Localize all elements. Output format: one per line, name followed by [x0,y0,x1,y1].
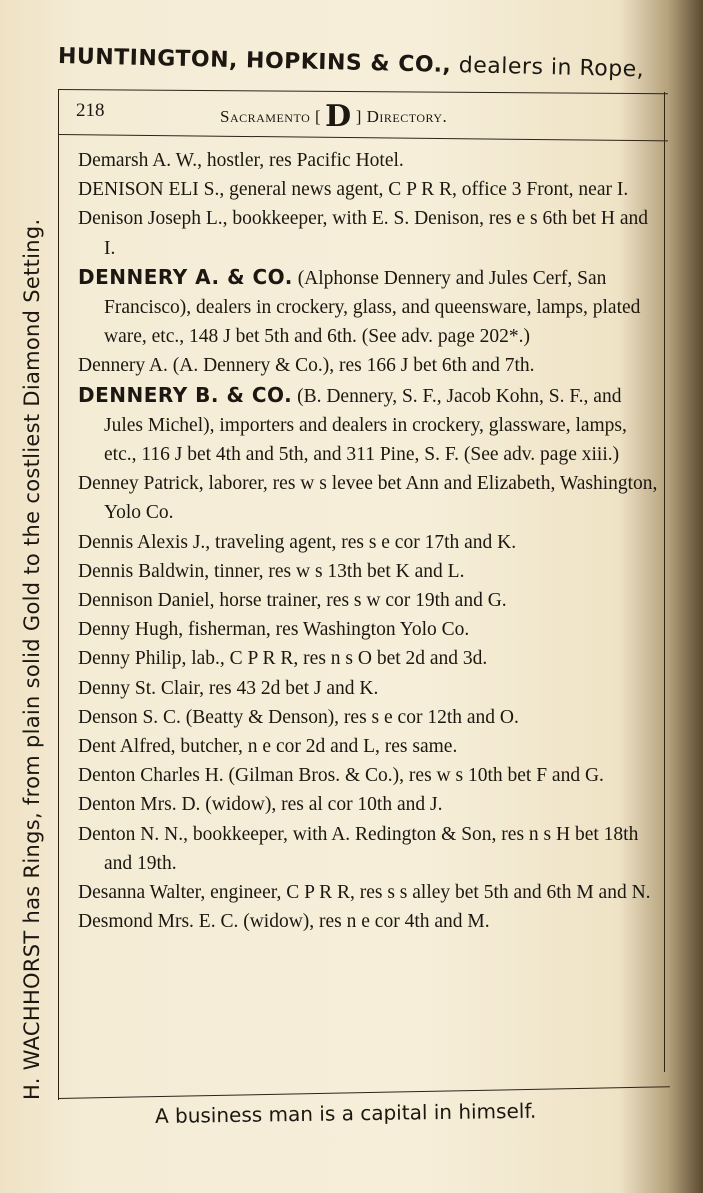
directory-entry [78,557,660,586]
entry-text: Denton Charles H. (Gilman Bros. & Co.), res w s 10th bet F and G. [78,765,604,787]
entry-text: (Alphonse Dennery and Jules Cerf, San Francisco), dealers in crockery, glass, and queensware, lamps, plated ware, etc., 148 J bet 5th and 6th. (See adv. page 202*.) [104,267,641,348]
entry-text: Desanna Walter, engineer, C P R R, res s s alley bet 5th and 6th M and N. [78,882,651,904]
entry-text: (B. Dennery, S. F., Jacob Kohn, S. F., and Jules Michel), importers and dealers in crockery, glassware, lamps, etc., 116 J bet 4th and 5th, and 311 Pine, S. F. (See adv. page xiii.) [104,385,627,466]
directory-entry [78,644,660,673]
directory-entry [78,469,660,527]
directory-entry [78,175,660,204]
directory-entry [78,674,660,703]
directory-entry [78,878,660,907]
entry-text: Denny Philip, lab., C P R R, res n s O bet 2d and 3d. [78,648,488,670]
entry-text: Denny Hugh, fisherman, res Washington Yolo Co. [78,619,470,641]
top-ad-text: dealers in Rope, [458,53,645,83]
entry-text: Dennis Baldwin, tinner, res w s 13th bet K and L. [78,560,465,582]
entry-text: Desmond Mrs. E. C. (widow), res n e cor 4th and M. [78,911,490,933]
entry-text: Denney Patrick, laborer, res w s levee bet Ann and Elizabeth, Washington, Yolo Co. [78,473,658,524]
entry-text: Demarsh A. W., hostler, res Pacific Hotel. [78,150,404,171]
directory-entry [78,907,660,936]
directory-entry [78,528,660,557]
directory-entry [78,351,660,380]
directory-entry [78,381,660,470]
entry-firm-name: DENNERY B. & CO. [78,382,293,407]
right-rule [664,92,665,1072]
directory-entry [78,615,660,644]
entry-text: Dennis Alexis J., traveling agent, res s e cor 17th and K. [78,531,517,553]
directory-entry [78,146,660,175]
header-letter: D [325,99,352,134]
header-city: Sacramento [220,107,311,126]
entry-text: Denson S. C. (Beatty & Denson), res s e cor 12th and O. [78,706,519,728]
directory-entry [78,703,660,732]
top-ad-company: HUNTINGTON, HOPKINS & CO., [57,44,452,78]
directory-entry [78,263,660,352]
directory-entry [78,790,660,819]
entry-text: Dennison Daniel, horse trainer, res s w cor 19th and G. [78,590,507,612]
directory-entry [78,732,660,761]
entry-text: Dent Alfred, butcher, n e cor 2d and L, res same. [78,736,458,758]
page-number: 218 [76,100,105,121]
directory-entry [78,586,660,615]
entry-firm-name: DENNERY A. & CO. [78,264,293,289]
directory-entries [78,146,660,936]
bottom-advertisement: A business man is a capital in himself. [154,1098,537,1128]
entry-text: Dennery A. (A. Dennery & Co.), res 166 J bet 6th and 7th. [78,355,535,377]
header-title: Sacramento [ D ] Directory. [220,99,448,134]
top-advertisement [58,44,678,83]
side-advertisement: H. WACHHORST has Rings, from plain solid Gold to the costliest Diamond Setting. [20,218,44,1100]
entry-text: Denton N. N., bookkeeper, with A. Redington & Son, res n s H bet 18th and 19th. [78,823,639,874]
entry-text: DENISON ELI S., general news agent, C P R R, office 3 Front, near I. [78,179,629,201]
entry-text: Denison Joseph L., bookkeeper, with E. S. Denison, res e s 6th bet H and I. [78,208,649,259]
directory-entry [78,204,660,262]
header-directory: Directory. [366,107,448,126]
directory-entry [78,820,660,878]
directory-entry [78,761,660,790]
entry-text: Denny St. Clair, res 43 2d bet J and K. [78,677,379,699]
running-header [72,95,662,134]
entry-text: Denton Mrs. D. (widow), res al cor 10th and J. [78,794,443,816]
